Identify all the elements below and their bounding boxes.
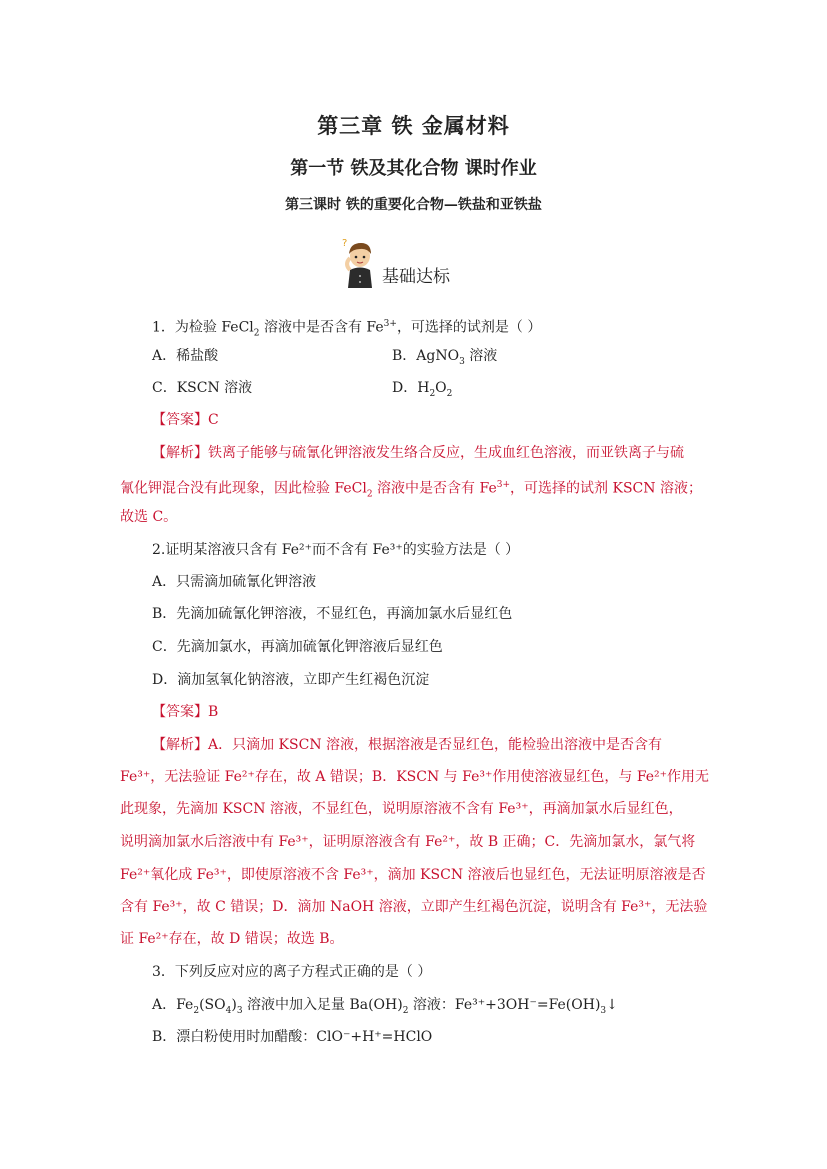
- q3-option-a: A．$Fe_2(SO_4)_3$ 溶液中加入足量 $Ba(OH)_2$ 溶液：$Fe^{3+}+3OH^-=Fe(OH)_3↓$: [152, 997, 618, 1016]
- q2-option-a: A．只需滴加硫氰化钾溶液: [152, 574, 317, 590]
- q2-explanation-line: 此现象，先滴加 KSCN 溶液，不显红色，说明原溶液不含有 Fe³⁺，再滴加氯水后显红色，: [120, 801, 683, 817]
- q3-stem: 3．下列反应对应的离子方程式正确的是（ ）: [152, 964, 432, 980]
- q1-stem: 1．为检验 FeCl$_2$ 溶液中是否含有 $Fe^{3+}$，可选择的试剂是（ ）: [152, 319, 542, 339]
- lesson-title: 第三课时 铁的重要化合物—铁盐和亚铁盐: [285, 197, 542, 213]
- q2-explanation-line: 说明滴加氯水后溶液中有 Fe³⁺，证明原溶液含有 Fe²⁺，故 B 正确；C．先滴加氯水，氯气将: [120, 834, 696, 850]
- thinking-boy-icon: [340, 234, 384, 288]
- q2-option-b: B．先滴加硫氰化钾溶液，不显红色，再滴加氯水后显红色: [152, 606, 513, 622]
- chapter-title: 第三章 铁 金属材料: [317, 113, 510, 138]
- section-title: 第一节 铁及其化合物 课时作业: [290, 158, 537, 179]
- q2-stem: 2.证明某溶液只含有 Fe²⁺而不含有 Fe³⁺的实验方法是（ ）: [152, 542, 520, 558]
- q2-option-d: D．滴加氢氧化钠溶液，立即产生红褐色沉淀: [152, 672, 430, 688]
- section-label: 基础达标: [382, 267, 450, 287]
- section-header: [340, 234, 480, 288]
- q1-explanation-line: 【解析】铁离子能够与硫氰化钾溶液发生络合反应，生成血红色溶液，而亚铁离子与硫: [152, 445, 684, 461]
- q2-explanation-line: 【解析】A．只滴加 KSCN 溶液，根据溶液是否显红色，能检验出溶液中是否含有: [152, 737, 663, 753]
- q1-option-d: D．$H_2O_2$: [392, 380, 453, 399]
- svg-text:?: ?: [342, 238, 348, 249]
- q3-option-b: B．漂白粉使用时加醋酸：ClO⁻+H⁺=HClO: [152, 1029, 433, 1045]
- q2-explanation-line: Fe³⁺，无法验证 Fe²⁺存在，故 A 错误；B．KSCN 与 Fe³⁺作用使溶液显红色，与 Fe²⁺作用无: [120, 769, 710, 785]
- q2-explanation-line: 证 Fe²⁺存在，故 D 错误；故选 B。: [120, 931, 344, 947]
- q2-answer: 【答案】B: [152, 704, 219, 720]
- q2-explanation-line: Fe²⁺氧化成 Fe³⁺，即使原溶液不含 Fe³⁺，滴加 KSCN 溶液后也显红色，无法证明原溶液是否: [120, 867, 706, 883]
- q1-option-c: C．KSCN 溶液: [152, 380, 253, 396]
- q2-option-c: C．先滴加氯水，再滴加硫氰化钾溶液后显红色: [152, 639, 443, 655]
- q1-explanation-line: 氰化钾混合没有此现象，因此检验 FeCl$_2$ 溶液中是否含有 $Fe^{3+}$，可选择的试剂 KSCN 溶液；: [120, 480, 702, 500]
- q2-explanation-line: 含有 Fe³⁺，故 C 错误；D．滴加 NaOH 溶液，立即产生红褐色沉淀，说明含有 Fe³⁺，无法验: [120, 899, 708, 915]
- q1-option-b: B．AgNO$_3$ 溶液: [392, 348, 498, 367]
- q1-explanation-line: 故选 C。: [120, 509, 178, 525]
- q1-answer: 【答案】C: [152, 412, 219, 428]
- q1-option-a: A．稀盐酸: [152, 348, 219, 364]
